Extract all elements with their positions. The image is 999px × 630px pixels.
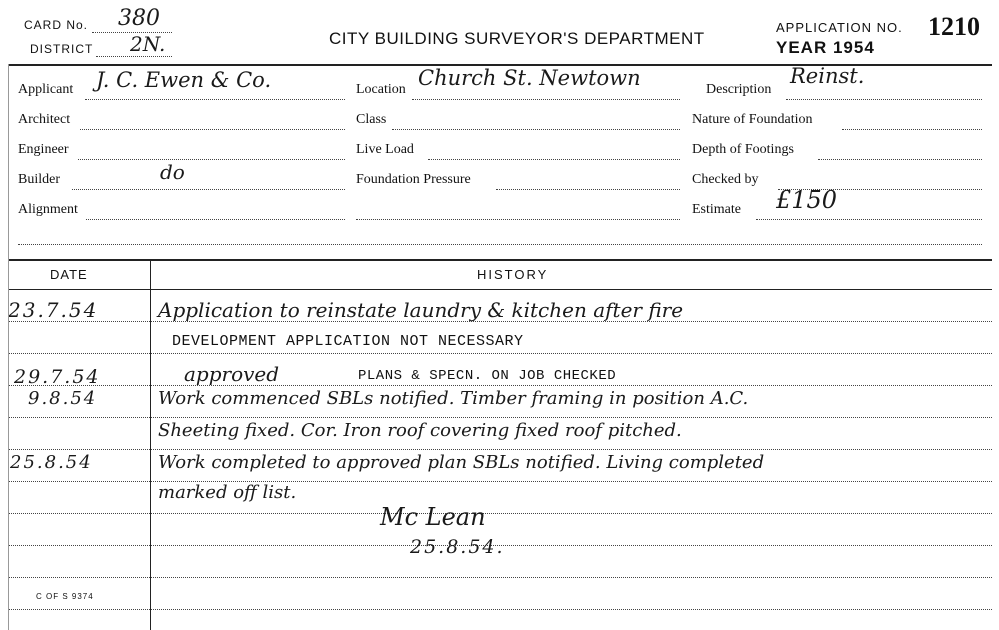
description-value: Reinst. — [790, 64, 865, 88]
applicant-label: Applicant — [18, 82, 74, 97]
live-load-label: Live Load — [356, 142, 414, 157]
engineer-label: Engineer — [18, 142, 69, 157]
estimate-value: £150 — [776, 186, 838, 214]
estimate-line — [756, 219, 982, 220]
description-line — [786, 99, 982, 100]
checked-by-label: Checked by — [692, 172, 759, 187]
location-value: Church St. Newtown — [418, 66, 641, 90]
district-label: DISTRICT — [30, 42, 94, 56]
history-entry-stamp: PLANS & SPECN. ON JOB CHECKED — [358, 368, 617, 384]
engineer-line — [78, 159, 345, 160]
district-line — [96, 56, 172, 57]
estimate-label: Estimate — [692, 202, 741, 217]
architect-label: Architect — [18, 112, 71, 127]
architect-line — [80, 129, 345, 130]
district-value: 2N. — [130, 32, 166, 56]
card-number-value: 380 — [118, 6, 160, 31]
signature-date: 25.8.54. — [410, 536, 505, 558]
history-date: 9.8.54 — [28, 388, 98, 409]
history-entry-text: Sheeting fixed. Cor. Iron roof covering fixed roof pitched. — [158, 420, 682, 441]
class-line — [392, 129, 680, 130]
department-title: CITY BUILDING SURVEYOR'S DEPARTMENT — [329, 29, 705, 48]
history-date: 23.7.54 — [8, 298, 99, 322]
location-line — [412, 99, 680, 100]
fields-bottom-line — [18, 244, 982, 245]
date-column-header: DATE — [50, 267, 88, 282]
left-edge — [8, 64, 9, 630]
history-entry-text: Work completed to approved plan SBLs notified. Living completed — [158, 452, 765, 473]
middle-blank-line — [356, 219, 680, 220]
history-entry-text: Application to reinstate laundry & kitchen after fire — [158, 298, 684, 322]
depth-of-footings-label: Depth of Footings — [692, 142, 794, 157]
history-date: 25.8.54 — [10, 452, 93, 473]
alignment-label: Alignment — [18, 202, 78, 217]
history-date: 29.7.54 — [14, 366, 101, 388]
foundation-pressure-line — [496, 189, 680, 190]
applicant-value: J. C. Ewen & Co. — [96, 68, 272, 92]
application-number-value: 1210 — [928, 12, 980, 41]
depth-of-footings-line — [818, 159, 982, 160]
history-entry-text: Work commenced SBLs notified. Timber framing in position A.C. — [158, 388, 749, 409]
applicant-line — [85, 99, 345, 100]
live-load-line — [428, 159, 680, 160]
card-number-label: CARD No. — [24, 18, 89, 32]
history-entry-text: marked off list. — [158, 482, 297, 503]
foundation-pressure-label: Foundation Pressure — [356, 172, 471, 187]
form-code: C OF S 9374 — [36, 592, 94, 601]
year-label: YEAR 1954 — [776, 38, 875, 57]
description-label: Description — [706, 82, 772, 97]
application-number-label: APPLICATION NO. — [776, 20, 903, 35]
nature-of-foundation-label: Nature of Foundation — [692, 112, 813, 127]
history-column-header: HISTORY — [477, 267, 549, 282]
alignment-line — [86, 219, 345, 220]
history-entry-stamp: DEVELOPMENT APPLICATION NOT NECESSARY — [172, 333, 524, 350]
class-label: Class — [356, 112, 387, 127]
nature-of-foundation-line — [842, 129, 982, 130]
location-label: Location — [356, 82, 406, 97]
builder-label: Builder — [18, 172, 60, 187]
history-entry-text: approved — [184, 362, 280, 386]
date-column-divider — [150, 259, 151, 630]
builder-line — [72, 189, 345, 190]
signature: Mc Lean — [380, 503, 486, 531]
history-top-rule — [8, 259, 992, 261]
history-header-rule — [8, 289, 992, 290]
builder-value: do — [160, 160, 185, 184]
